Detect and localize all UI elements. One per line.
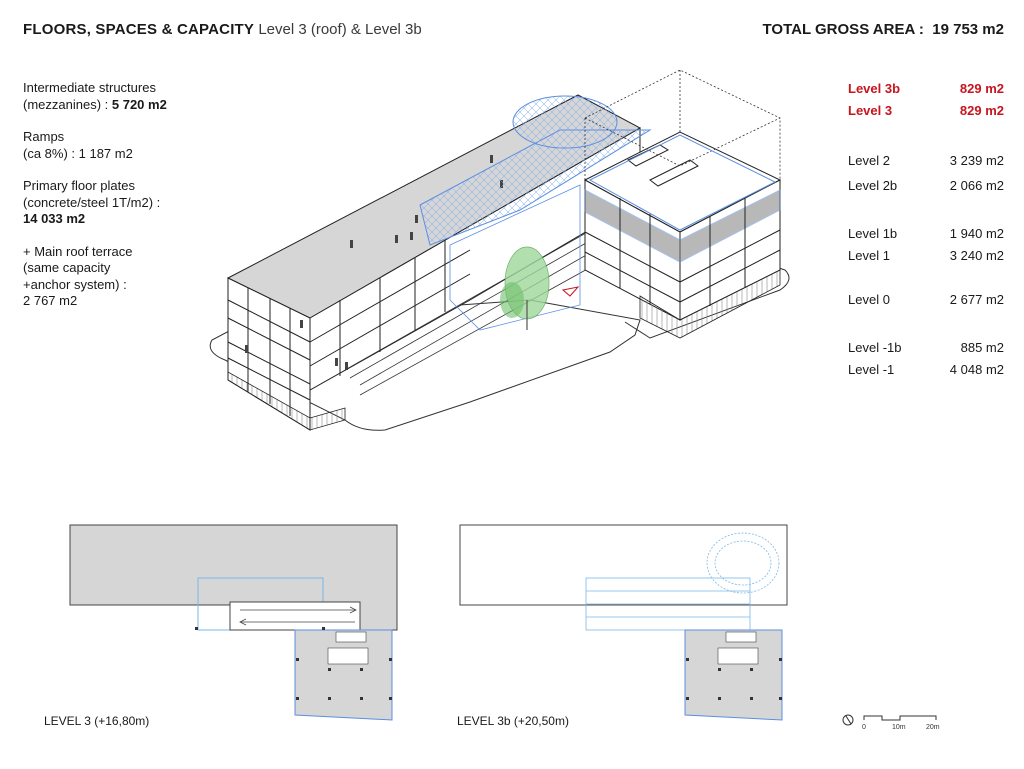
level-row: Level -1 4 048 m2 xyxy=(848,362,1004,377)
level-row: Level 2b 2 066 m2 xyxy=(848,178,1004,193)
level-row: Level 2 3 239 m2 xyxy=(848,153,1004,168)
total-value: 19 753 m2 xyxy=(932,21,1004,38)
level-row: Level 3 829 m2 xyxy=(848,103,1004,118)
level-row: Level 3b 829 m2 xyxy=(848,81,1004,96)
note-roof-terrace: + Main roof terrace (same capacity +anchor system) : 2 767 m2 xyxy=(23,243,133,308)
plan-label-level-3b: LEVEL 3b (+20,50m) xyxy=(457,714,569,728)
scale-tick: 20m xyxy=(926,724,940,731)
level-row: Level -1b 885 m2 xyxy=(848,340,1004,355)
plan-level-3 xyxy=(70,525,397,720)
note-floor-plates: Primary floor plates (concrete/steel 1T/m2) : 14 033 m2 xyxy=(23,178,161,226)
plan-label-level-3: LEVEL 3 (+16,80m) xyxy=(44,714,150,728)
total-label: TOTAL GROSS AREA : xyxy=(762,21,924,38)
scale-tick: 10m xyxy=(892,724,906,731)
note-ramps: Ramps (ca 8%) : 1 187 m2 xyxy=(23,129,133,161)
level-row: Level 0 2 677 m2 xyxy=(848,292,1004,307)
title-subtitle: Level 3 (roof) & Level 3b xyxy=(258,21,422,38)
plan-level-3b xyxy=(460,525,787,720)
scale-tick: 0 xyxy=(862,724,866,731)
north-arrow-icon xyxy=(843,715,853,725)
note-mezzanines: Intermediate structures (mezzanines) : 5 720 m2 xyxy=(23,80,167,112)
title-bold: FLOORS, SPACES & CAPACITY xyxy=(23,21,255,38)
level-row: Level 1b 1 940 m2 xyxy=(848,226,1004,241)
level-row: Level 1 3 240 m2 xyxy=(848,248,1004,263)
scale-bar xyxy=(864,716,936,720)
